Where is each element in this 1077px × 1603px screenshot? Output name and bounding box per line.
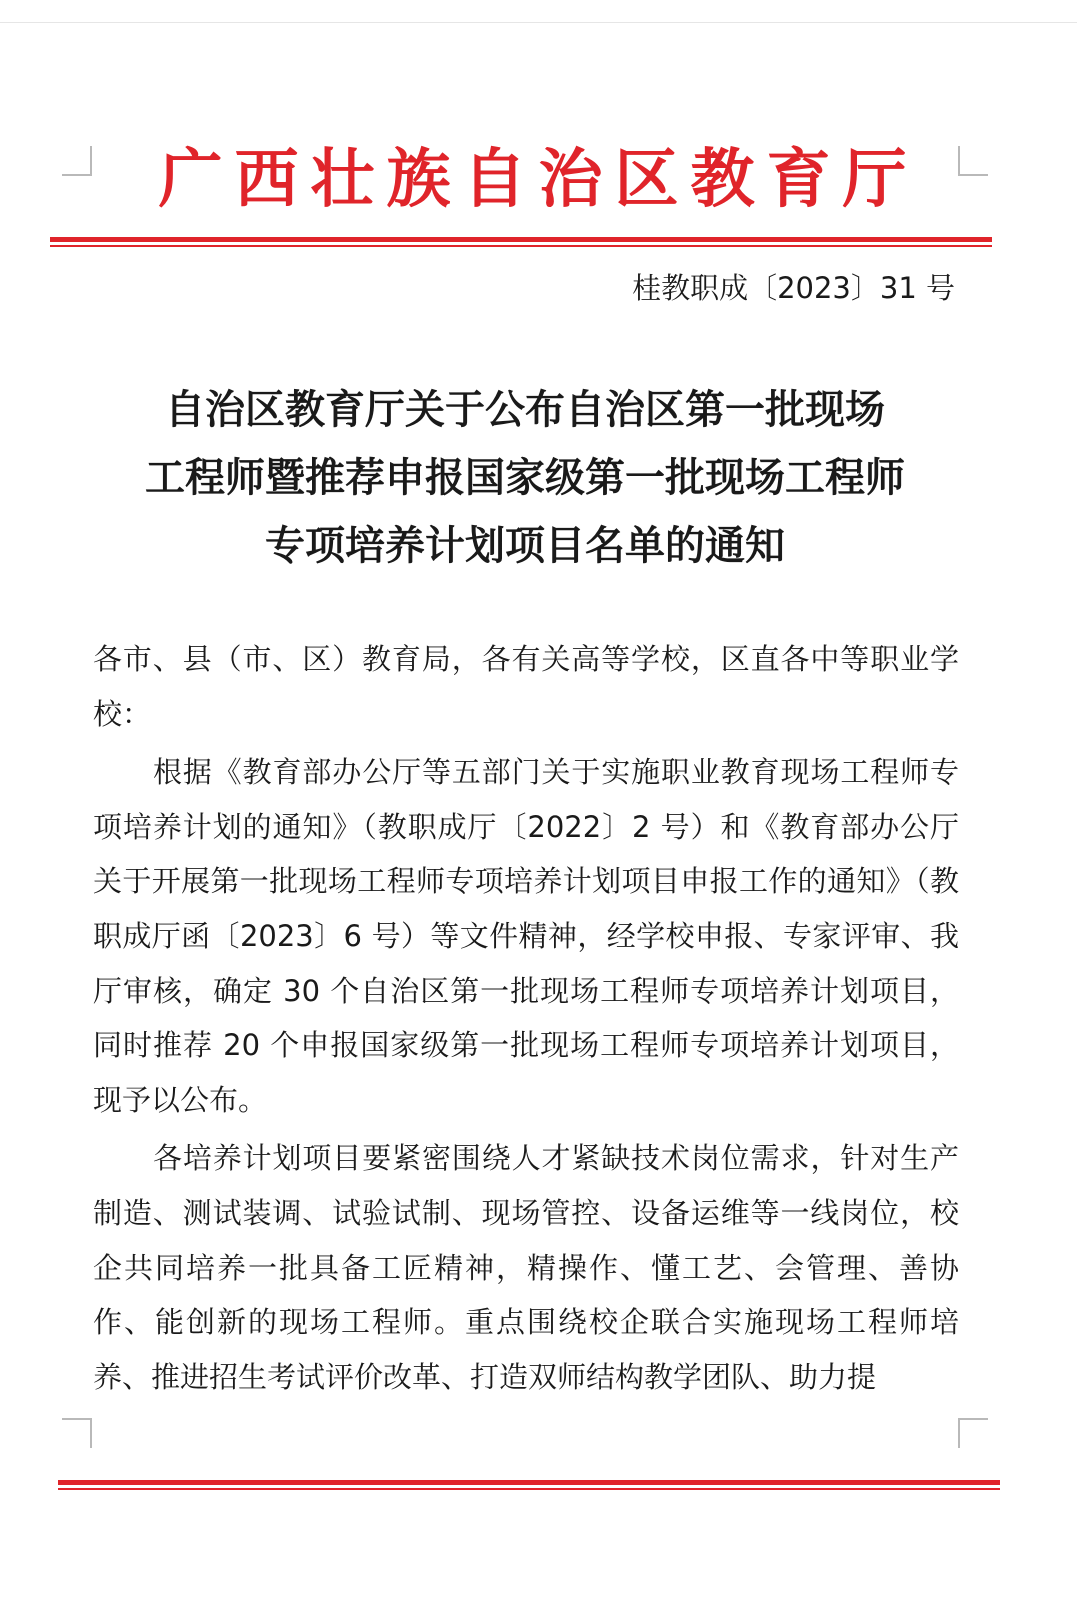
masthead-red-rule-thin — [50, 245, 992, 247]
footer-red-rule-thin — [58, 1488, 1000, 1490]
title-line: 专项培养计划项目名单的通知 — [265, 523, 785, 569]
crop-mark-bottom-left — [62, 1418, 92, 1448]
addressee: 各市、县（市、区）教育局，各有关高等学校，区直各中等职业学校： — [93, 642, 959, 731]
body-paragraph: 根据《教育部办公厅等五部门关于实施职业教育现场工程师专项培养计划的通知》（教职成厅〔2022〕2 号）和《教育部办公厅关于开展第一批现场工程师专项培养计划项目申报工作的通知》（教职成厅函〔2023〕6 号）等文件精神，经学校申报、专家评审、我厅审核，确定 30 个自治区第一批现场工程师专项培养计划项目，同时推荐 20 个申报国家级第一批现场工程师专项培养计划项目，现予以公布。 — [93, 755, 959, 1117]
document-number: 桂教职成〔2023〕31 号 — [632, 271, 955, 305]
crop-mark-bottom-right — [958, 1418, 988, 1448]
body-paragraph: 各培养计划项目要紧密围绕人才紧缺技术岗位需求，针对生产制造、测试装调、试验试制、现场管控、设备运维等一线岗位，校企共同培养一批具备工匠精神，精操作、懂工艺、会管理、善协作、能创新的现场工程师。重点围绕校企联合实施现场工程师培养、推进招生考试评价改革、打造双师结构教学团队、助力提 — [93, 1141, 959, 1394]
masthead-red-rule — [50, 237, 992, 242]
footer-red-rule — [58, 1480, 1000, 1485]
document-body — [93, 632, 959, 1404]
document-title — [90, 376, 960, 580]
top-edge-line — [0, 22, 1077, 23]
title-line: 自治区教育厅关于公布自治区第一批现场 — [165, 387, 885, 433]
masthead-title: 广西壮族自治区教育厅 — [158, 143, 919, 217]
title-line: 工程师暨推荐申报国家级第一批现场工程师 — [145, 455, 905, 501]
